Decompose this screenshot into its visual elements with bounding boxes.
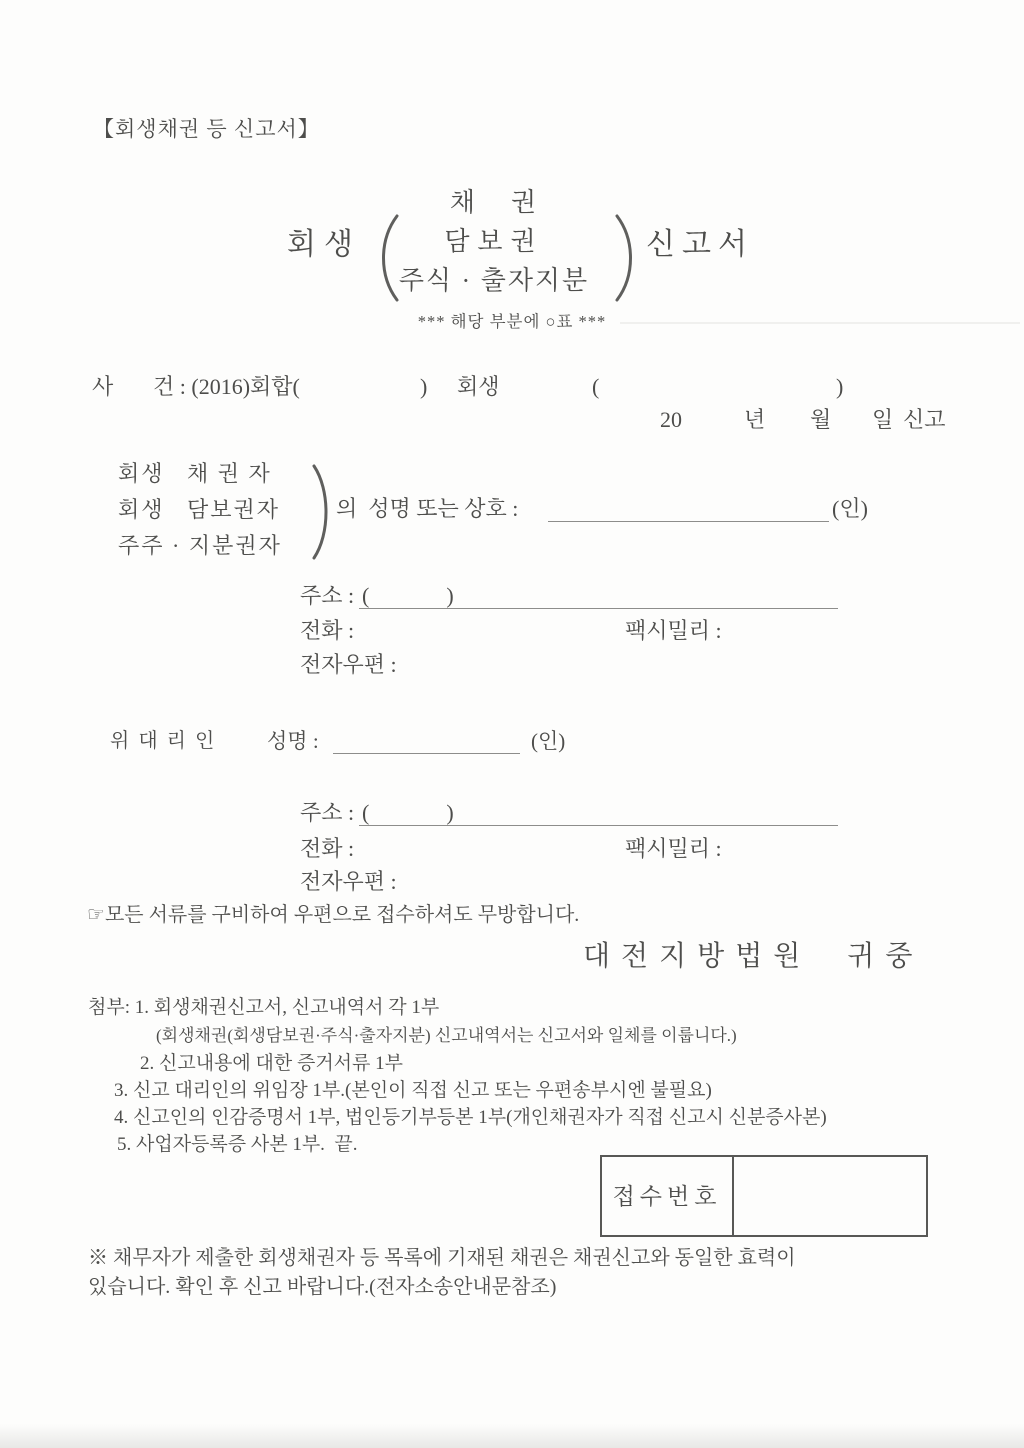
case-paren-open-2: ( xyxy=(592,374,600,399)
date-year-label: 년 xyxy=(744,407,766,432)
footer-note-line-1: ※ 채무자가 제출한 회생채권자 등 목록에 기재된 채권은 채권신고와 동일한 효력이 xyxy=(88,1247,796,1269)
claimant-address-field[interactable] xyxy=(359,608,838,609)
title-suffix: 신고서 xyxy=(646,228,754,261)
attachment-item-1: 첨부: 1. 회생채권신고서, 신고내역서 각 1부 xyxy=(88,997,440,1018)
attachment-item-5: 5. 사업자등록증 사본 1부. 끝. xyxy=(117,1134,358,1155)
court-name: 대전지방법원 귀중 xyxy=(583,941,924,972)
agent-title: 위 대 리 인 xyxy=(110,730,217,752)
scan-artifact-line xyxy=(620,322,1020,324)
pointing-hand-icon: ☞ xyxy=(87,902,105,926)
attachment-item-4: 4. 신고인의 인감증명서 1부, 법인등기부등본 1부(개인채권자가 직접 신고시 신분증사본) xyxy=(114,1107,827,1128)
receipt-number-cell[interactable] xyxy=(734,1157,928,1235)
footer-note-line-2: 있습니다. 확인 후 신고 바랍니다.(전자소송안내문참조) xyxy=(88,1276,557,1298)
agent-name-label: 성명 : xyxy=(267,729,319,753)
title-option-security[interactable]: 담보권 xyxy=(444,227,544,256)
claimant-seal-label: (인) xyxy=(832,496,868,521)
date-day-label: 일 xyxy=(872,407,894,432)
case-number-text: 건 : (2016)회합( xyxy=(153,374,300,399)
claimant-brace-icon xyxy=(310,462,336,562)
agent-address-label: 주소 : xyxy=(300,800,360,825)
title-right-paren-icon xyxy=(612,212,644,304)
mail-note xyxy=(87,903,579,927)
claimant-phone-label: 전화 : xyxy=(300,618,355,643)
title-prefix: 회생 xyxy=(287,228,361,261)
agent-seal-label: (인) xyxy=(531,729,566,753)
claimant-address-label: 주소 : xyxy=(300,583,360,608)
case-paren-close-2: ) xyxy=(836,374,844,399)
case-label: 사 xyxy=(92,374,114,399)
attachment-item-1-note: (회생채권(회생담보권·주식·출자지분) 신고내역서는 신고서와 일체를 이룹니다.) xyxy=(156,1026,737,1045)
agent-name-field[interactable] xyxy=(333,753,520,754)
agent-fax-label: 팩시밀리 : xyxy=(625,836,722,861)
attachment-item-3: 3. 신고 대리인의 위임장 1부.(본인이 직접 신고 또는 우편송부시엔 불필요) xyxy=(114,1080,712,1101)
agent-address-paren: ( ) xyxy=(362,800,454,825)
claimant-type-creditor[interactable]: 회생 채 권 자 xyxy=(118,461,272,486)
agent-email-label: 전자우편 : xyxy=(300,869,397,894)
claimant-type-shareholder[interactable]: 주주 · 지분권자 xyxy=(118,533,282,558)
attachment-item-2: 2. 신고내용에 대한 증거서류 1부 xyxy=(140,1053,403,1074)
title-instruction: *** 해당 부분에 ○표 *** xyxy=(417,312,607,331)
claimant-address-paren: ( ) xyxy=(362,583,454,608)
agent-phone-label: 전화 : xyxy=(300,836,355,861)
title-option-claim[interactable]: 채 권 xyxy=(449,188,539,217)
agent-address-field[interactable] xyxy=(359,825,838,826)
date-filed-label: 신고 xyxy=(903,407,946,432)
receipt-number-box xyxy=(600,1155,928,1237)
title-option-stock[interactable]: 주식 · 출자지분 xyxy=(398,266,590,295)
receipt-number-label: 접수번호 xyxy=(612,1184,722,1209)
claimant-type-secured[interactable]: 회생 담보권자 xyxy=(118,497,281,522)
claimant-email-label: 전자우편 : xyxy=(300,652,397,677)
claimant-fax-label: 팩시밀리 : xyxy=(625,618,722,643)
header-label: 【회생채권 등 신고서】 xyxy=(93,117,320,141)
case-rehab-label: 회생 xyxy=(457,374,500,399)
claimant-name-label: 의 성명 또는 상호 : xyxy=(336,496,519,521)
date-month-label: 월 xyxy=(810,407,832,432)
scan-edge-shadow xyxy=(0,1424,1024,1448)
claimant-name-field[interactable] xyxy=(548,521,829,522)
mail-note-text: 모든 서류를 구비하여 우편으로 접수하셔도 무방합니다. xyxy=(104,904,580,926)
case-paren-close-1: ) xyxy=(420,374,428,399)
date-year-prefix: 20 xyxy=(660,407,682,432)
